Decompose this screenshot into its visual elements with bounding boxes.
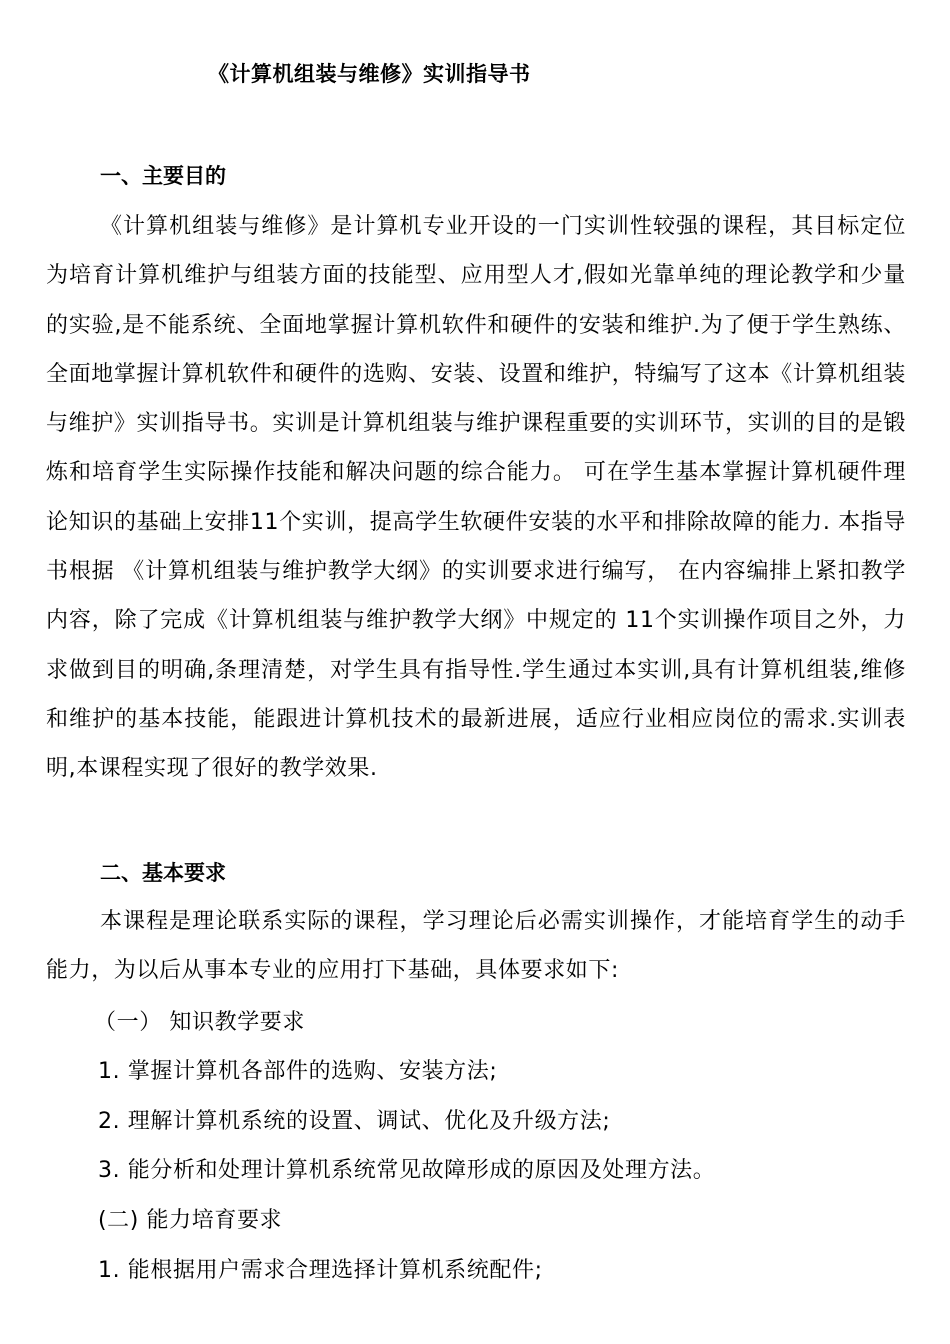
- list-item: 2. 理解计算机系统的设置、调试、优化及升级方法;: [98, 1109, 611, 1134]
- section-heading-basic-requirements: 二、基本要求: [100, 861, 226, 885]
- list-item: 1. 能根据用户需求合理选择计算机系统配件;: [98, 1258, 543, 1283]
- section-heading-main-purpose: 一、主要目的: [100, 164, 226, 188]
- main-purpose-paragraph: 《计算机组装与维修》是计算机专业开设的一门实训性较强的课程，其目标定位为培育计算机维护与组装方面的技能型、应用型人才,假如光靠单纯的理论教学和少量的实验,是不能系统、全面地掌握计算机软件和硬件的安装和维护.为了便于学生熟练、全面地掌握计算机软件和硬件的选购、安装、设置和维护，特编写了这本《计算机组装与维护》实训指导书。实训是计算机组装与维护课程重要的实训环节，实训的目的是锻炼和培育学生实际操作技能和解决问题的综合能力。 可在学生基本掌握计算机硬件理论知识的基础上安排11个实训，提高学生软硬件安装的水平和排除故障的能力. 本指导书根据 《计算机组装与维护教学大纲》的实训要求进行编写， 在内容编排上紧扣教学内容，除了完成《计算机组装与维护教学大纲》中规定的 11个实训操作项目之外，力求做到目的明确,条理清楚，对学生具有指导性.学生通过本实训,具有计算机组装,维修和维护的基本技能，能跟进计算机技术的最新进展，适应行业相应岗位的需求.实训表明,本课程实现了很好的教学效果.: [46, 214, 906, 782]
- subheading-ability-training: (二) 能力培育要求: [98, 1208, 283, 1233]
- subheading-knowledge-teaching: （一） 知识教学要求: [94, 1010, 305, 1035]
- document-title: 《计算机组装与维修》实训指导书: [208, 62, 531, 86]
- basic-requirements-paragraph: 本课程是理论联系实际的课程，学习理论后必需实训操作，才能培育学生的动手能力，为以后从事本专业的应用打下基础，具体要求如下:: [46, 909, 906, 984]
- list-item: 1. 掌握计算机各部件的选购、安装方法;: [98, 1059, 498, 1084]
- list-item: 3. 能分析和处理计算机系统常见故障形成的原因及处理方法。: [98, 1158, 716, 1183]
